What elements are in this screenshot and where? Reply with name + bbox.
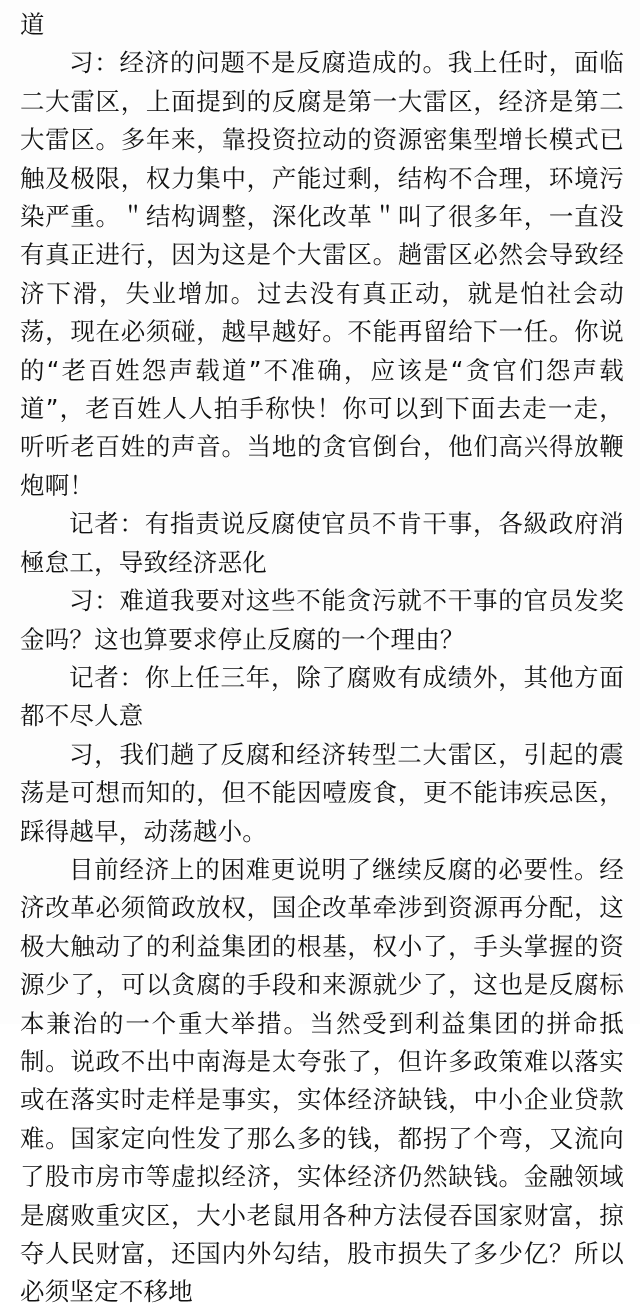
paragraph-reporter-question-officials: 记者：有指责说反腐使官员不肯干事，各級政府消極怠工，导致经济恶化 xyxy=(20,509,624,577)
paragraph-xi-answer-economy: 习：经济的问题不是反腐造成的。我上任时，面临二大雷区，上面提到的反腐是第一大雷区，经济是第二大雷区。多年来，靠投资拉动的资源密集型增长模式已触及极限，权力集中，产能过剩，结构不合理，环境污染严重。＂结构调整，深化改革＂叫了很多年，一直没有真正进行，因为这是个大雷区。趟雷区必然会导致经济下滑，失业增加。过去没有真正动，就是怕社会动荡，现在必须碰，越早越好。不能再留给下一任。你说的“老百姓怨声载道”不准确，应该是“贪官们怨声载道”，老百姓人人拍手称快！你可以到下面去走一走，听听老百姓的声音。当地的贪官倒台，他们高兴得放鞭炮啊！ xyxy=(20,48,624,500)
paragraph-xi-answer-minefields: 习，我们趟了反腐和经济转型二大雷区，引起的震荡是可想而知的，但不能因噎废食，更不能讳疾忌医，踩得越早，动荡越小。 xyxy=(20,739,624,846)
paragraph-continuation: 道 xyxy=(20,10,45,39)
paragraph-reporter-question-three-years: 记者：你上任三年，除了腐败有成绩外，其他方面都不尽人意 xyxy=(20,662,624,731)
paragraph-economic-difficulties: 目前经济上的困难更说明了继续反腐的必要性。经济改革必须简政放权，国企改革牵涉到资源再分配，这极大触动了的利益集团的根基，权小了，手头掌握的资源少了，可以贪腐的手段和来源就少了，这也是反腐标本兼治的一个重大举措。当然受到利益集团的拼命抵制。说政不出中南海是太夸张了，但许多政策难以落实或在落实时走样是事实，实体经济缺钱，中小企业贷款难。国家定向性发了那么多的钱，都拐了个弯，又流向了股市房市等虚拟经济，实体经济仍然缺钱。金融领域是腐败重灾区，大小老鼠用各种方法侵吞国家财富，掠夺人民财富，还国内外勾结，股市损失了多少亿？所以必须坚定不移地 xyxy=(20,854,624,1307)
article-body xyxy=(20,6,624,1312)
paragraph-xi-answer-bonus: 习：难道我要对这些不能贪污就不干事的官员发奖金吗？这也算要求停止反腐的一个理由？ xyxy=(20,586,624,654)
